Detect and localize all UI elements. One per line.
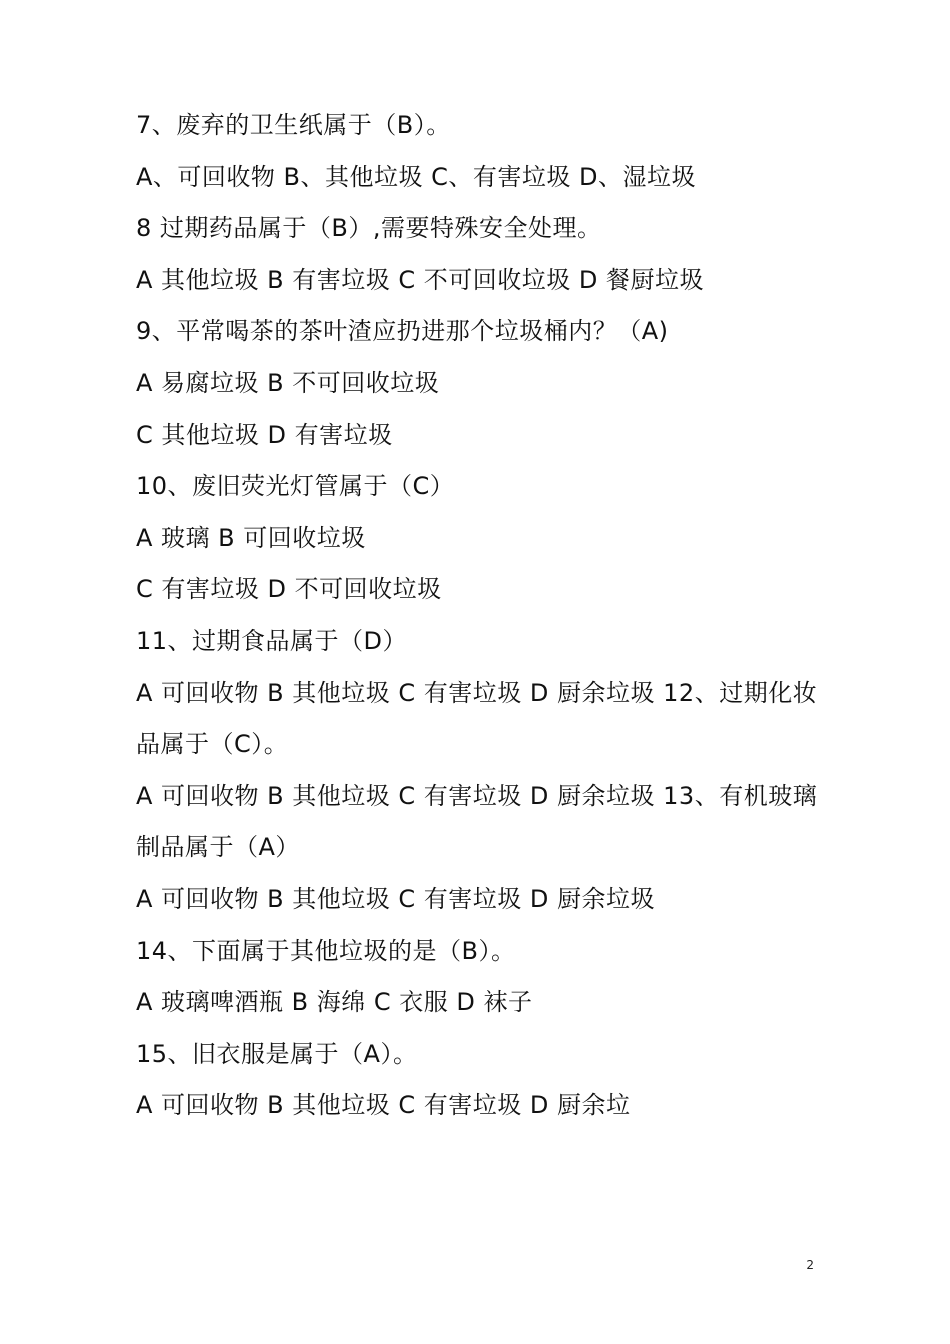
question-10-options-b: C 有害垃圾 D 不可回收垃圾 (136, 575, 442, 604)
question-15: 15、旧衣服是属于（A）。 (136, 1039, 418, 1068)
question-10: 10、废旧荧光灯管属于（C） (136, 472, 455, 501)
question-8-options: A 其他垃圾 B 有害垃圾 C 不可回收垃圾 D 餐厨垃圾 (136, 265, 705, 294)
question-10-options-a: A 玻璃 B 可回收垃圾 (136, 523, 366, 552)
question-15-options: A 可回收物 B 其他垃圾 C 有害垃圾 D 厨余垃 (136, 1091, 631, 1120)
question-11: 11、过期食品属于（D） (136, 626, 408, 655)
page-number: 2 (806, 1258, 814, 1272)
question-12-options: A 可回收物 B 其他垃圾 C 有害垃圾 D 厨余垃圾 13、有机玻璃 (136, 781, 818, 810)
question-9-options-b: C 其他垃圾 D 有害垃圾 (136, 420, 393, 449)
question-12-continued: 品属于（C）。 (136, 730, 289, 759)
question-8: 8 过期药品属于（B）,需要特殊安全处理。 (136, 214, 602, 243)
question-7-options: A、可回收物 B、其他垃圾 C、有害垃圾 D、湿垃圾 (136, 162, 697, 191)
question-14-options: A 玻璃啤酒瓶 B 海绵 C 衣服 D 袜子 (136, 988, 533, 1017)
question-9-options-a: A 易腐垃圾 B 不可回收垃圾 (136, 368, 440, 397)
question-9: 9、平常喝茶的茶叶渣应扔进那个垃圾桶内？（A) (136, 317, 669, 346)
question-13-options: A 可回收物 B 其他垃圾 C 有害垃圾 D 厨余垃圾 (136, 884, 656, 913)
question-7: 7、废弃的卫生纸属于（B）。 (136, 111, 451, 139)
question-13-continued: 制品属于（A） (136, 833, 300, 862)
question-11-options: A 可回收物 B 其他垃圾 C 有害垃圾 D 厨余垃圾 12、过期化妆 (136, 678, 818, 707)
document-body (136, 100, 836, 1132)
question-14: 14、下面属于其他垃圾的是（B）。 (136, 936, 516, 965)
